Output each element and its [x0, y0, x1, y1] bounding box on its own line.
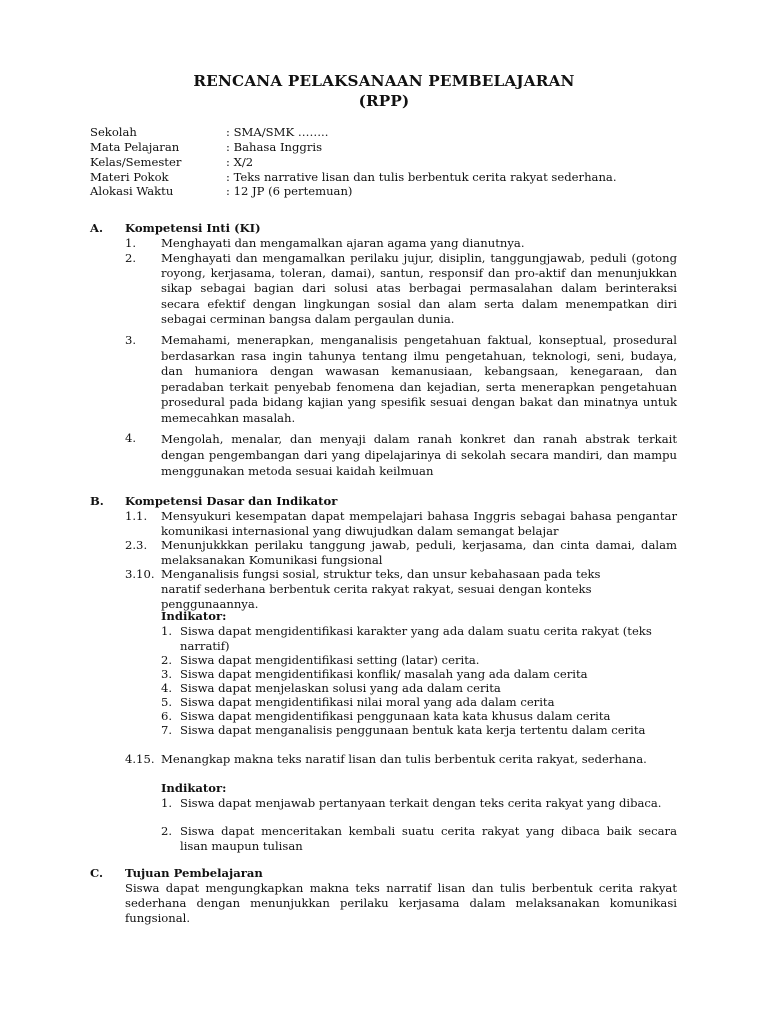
document-title: RENCANA PELAKSANAAN PEMBELAJARAN: [193, 72, 575, 90]
item-number: 1.: [125, 236, 137, 250]
identity-label: Mata Pelajaran: [90, 140, 180, 154]
identity-label: Materi Pokok: [90, 170, 169, 184]
document-subtitle: (RPP): [358, 92, 410, 110]
item-number: 7.: [161, 723, 173, 737]
identity-label: Kelas/Semester: [90, 155, 182, 169]
section-c-paragraph: Siswa dapat mengungkapkan makna teks narratif lisan dan tulis berbentuk cerita rakyat sederhana dengan menunjukkan perilaku kerjasama dalam melaksanakan komunikasi fungsional.: [125, 881, 677, 925]
item-number: 3.: [125, 333, 137, 347]
item-text: Menghayati dan mengamalkan perilaku jujur, disiplin, tanggungjawab, peduli (gotong royong, kerjasama, toleran, damai), santun, responsif dan pro-aktif dan menunjukkan sikap sebagai bagian dari solusi atas berbagai permasalahan dalam berinteraksi secara efektif dengan lingkungan sosial dan alam serta dalam menempatkan diri sebagai cerminan bangsa dalam pergaulan dunia.: [161, 251, 677, 326]
item-number: 2.: [161, 653, 173, 667]
identity-label: Sekolah: [90, 125, 137, 139]
item-text: Menganalisis fungsi sosial, struktur teks, dan unsur kebahasaan pada teks naratif sederhana berbentuk cerita rakyat rakyat, sesuai dengan konteks penggunaannya.: [161, 567, 601, 611]
item-number: 5.: [161, 695, 173, 709]
item-number: 4.: [161, 681, 173, 695]
item-text: Siswa dapat mengidentifikasi konflik/ masalah yang ada dalam cerita: [180, 667, 588, 681]
item-text: Menangkap makna teks naratif lisan dan tulis berbentuk cerita rakyat, sederhana.: [161, 752, 647, 766]
item-number: 1.: [161, 624, 173, 638]
item-number: 3.10.: [125, 567, 155, 581]
item-text: Menghayati dan mengamalkan ajaran agama yang dianutnya.: [161, 236, 525, 250]
item-text: Siswa dapat menjelaskan solusi yang ada dalam cerita: [180, 681, 501, 695]
item-number: 2.: [125, 251, 137, 265]
identity-value: : 12 JP (6 pertemuan): [226, 184, 353, 198]
item-text: Siswa dapat mengidentifikasi setting (latar) cerita.: [180, 653, 480, 667]
item-number: 4.15.: [125, 752, 155, 766]
section-c-title: Tujuan Pembelajaran: [125, 866, 263, 880]
identity-value: : SMA/SMK ……..: [226, 125, 329, 139]
item-number: 3.: [161, 667, 173, 681]
item-number: 6.: [161, 709, 173, 723]
item-text: Siswa dapat menceritakan kembali suatu cerita rakyat yang dibaca baik secara lisan maupun tulisan: [180, 824, 677, 853]
item-text: Siswa dapat mengidentifikasi nilai moral yang ada dalam cerita: [180, 695, 555, 709]
item-text: Menunjukkkan perilaku tanggung jawab, peduli, kerjasama, dan cinta damai, dalam melaksanakan Komunikasi fungsional: [161, 538, 677, 567]
item-text: Mengolah, menalar, dan menyaji dalam ranah konkret dan ranah abstrak terkait dengan pengembangan dari yang dipelajarinya di sekolah secara mandiri, dan mampu menggunakan metoda sesuai kaidah keilmuan: [161, 432, 677, 478]
section-a-title: Kompetensi Inti (KI): [125, 221, 261, 235]
identity-value: : Teks narrative lisan dan tulis berbentuk cerita rakyat sederhana.: [226, 170, 617, 184]
item-text: Siswa dapat mengidentifikasi karakter yang ada dalam suatu cerita rakyat (teks narratif): [180, 624, 652, 653]
indicator-heading: Indikator:: [161, 781, 227, 795]
item-text: Siswa dapat mengidentifikasi penggunaan kata kata khusus dalam cerita: [180, 709, 611, 723]
identity-label: Alokasi Waktu: [90, 184, 174, 198]
item-number: 4.: [125, 431, 137, 445]
item-number: 1.1.: [125, 509, 148, 523]
item-number: 2.3.: [125, 538, 148, 552]
item-number: 2.: [161, 824, 173, 838]
section-b-title: Kompetensi Dasar dan Indikator: [125, 494, 338, 508]
identity-value: : Bahasa Inggris: [226, 140, 323, 154]
section-b-letter: B.: [90, 494, 104, 508]
identity-value: : X/2: [226, 155, 254, 169]
item-text: Mensyukuri kesempatan dapat mempelajari bahasa Inggris sebagai bahasa pengantar komunikasi internasional yang diwujudkan dalam semangat belajar: [161, 509, 677, 538]
section-c-letter: C.: [90, 866, 104, 880]
item-text: Siswa dapat menganalisis penggunaan bentuk kata kerja tertentu dalam cerita: [180, 723, 646, 737]
section-a-letter: A.: [90, 221, 104, 235]
item-number: 1.: [161, 796, 173, 810]
item-text: Memahami, menerapkan, menganalisis pengetahuan faktual, konseptual, prosedural berdasarkan rasa ingin tahunya tentang ilmu pengetahuan, teknologi, seni, budaya, dan humaniora dengan wawasan kemanusiaan, kebangsaan, kenegaraan, dan peradaban terkait penyebab fenomena dan kejadian, serta menerapkan pengetahuan prosedural pada bidang kajian yang spesifik sesuai dengan bakat dan minatnya untuk memecahkan masalah.: [161, 333, 677, 425]
indicator-heading: Indikator:: [161, 609, 227, 623]
item-text: Siswa dapat menjawab pertanyaan terkait dengan teks cerita rakyat yang dibaca.: [180, 796, 662, 810]
